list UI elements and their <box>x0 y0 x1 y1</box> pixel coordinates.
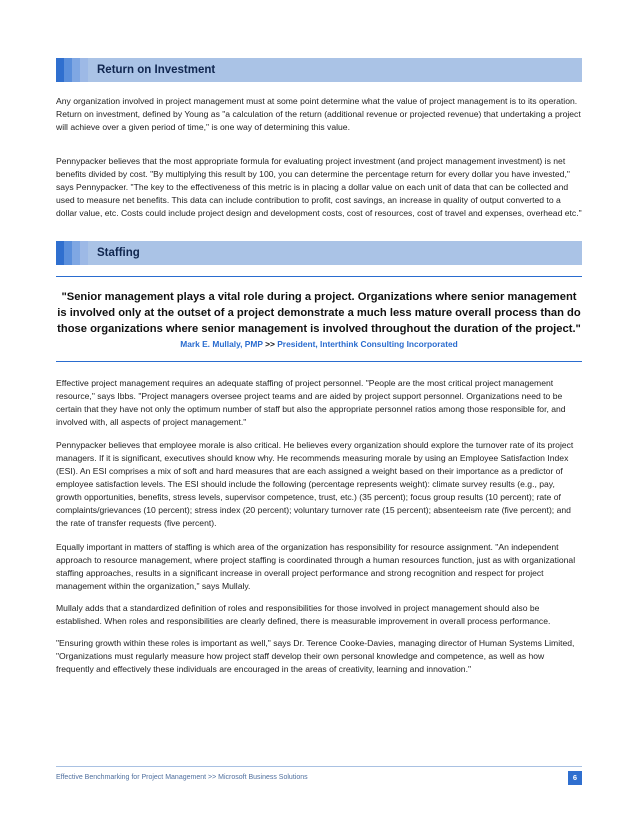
body-paragraph: Mullaly adds that a standardized definition of roles and responsibilities for those involved in project management should also be established. When roles and responsibilities are clearly defined, there is measurable improvement in overall process performance. <box>56 603 551 626</box>
body-paragraph: Any organization involved in project management must at some point determine what the value of project management is to its operation. Return on investment, defined by Young as "a calculation of the return (additional revenue or projected revenue) that undertaking a project will achieve over a given period of time," is one way of determining this value. <box>56 96 581 132</box>
section-title: Staffing <box>97 247 140 259</box>
page-number: 6 <box>568 771 582 785</box>
header-block-decoration <box>80 58 88 82</box>
header-block-decoration <box>72 58 80 82</box>
pull-quote: "Senior management plays a vital role during a project. Organizations where senior management is involved only at the outset of a project demonstrate a much less mature overall process than do those organizations where senior management is involved throughout the duration of the project." <box>57 291 581 335</box>
body-paragraph: Effective project management requires an adequate staffing of project personnel. "People are the most critical project management resource," says Ibbs. "Project managers oversee project teams and are aided by project support personnel. Organizations need to be certain that they have not only the optimum number of staff but also the appropriate personnel ratios among those responsible for, and involved with, all aspects of project management." <box>56 378 566 427</box>
attribution-role: President, Interthink Consulting Incorporated <box>277 339 458 349</box>
footer-text: Effective Benchmarking for Project Management >> Microsoft Business Solutions <box>56 774 308 781</box>
quote-attribution <box>56 339 582 349</box>
header-block-decoration <box>64 58 72 82</box>
section-header-staffing <box>56 241 582 265</box>
section-title: Return on Investment <box>97 64 216 76</box>
body-paragraph: Equally important in matters of staffing is which area of the organization has responsibility for resource assignment. "An independent approach to resource management, where project staffing is coordinated through a human resources function, just as with organizational staffing approaches, results in a significant increase in overall project performance and strong recognition and respect for project management within the organization," says Mullaly. <box>56 542 576 591</box>
page-footer <box>56 771 582 785</box>
header-block-decoration <box>56 58 64 82</box>
section-header-roi <box>56 58 582 82</box>
body-paragraph: "Ensuring growth within these roles is important as well," says Dr. Terence Cooke-Davies, managing director of Human Systems Limited, "Organizations must regularly measure how project staff develop their own personal knowledge and competence, as well as how frequently and effectively these individuals are encouraged in the areas of creativity, learning and innovation." <box>56 638 575 674</box>
body-paragraph: Pennypacker believes that the most appropriate formula for evaluating project investment (and project management investment) is net benefits divided by cost. "By multiplying this result by 100, you can determine the percentage return for every dollar you have invested," says Pennypacker. "The key to the effectiveness of this metric is in placing a dollar value on each unit of data that can be collected and used to measure net benefits. This data can include contribution to profit, cost savings, an increase in quality of output converted to a dollar value, etc. Costs could include project design and development costs, cost of resources, cost of travel and expenses, overhead etc." <box>56 156 582 218</box>
body-paragraph: Pennypacker believes that employee morale is also critical. He believes every organization should explore the turnover rate of its project managers. If it is significant, executives should know why. He recommends measuring morale by using an Employee Satisfaction Index (ESI). An ESI comprises a mix of soft and hard measures that are each assigned a weight based on their importance as a predictor of employee satisfaction levels. The ESI should include the following (percentage represents weight): climate survey results (e.g., pay, growth opportunities, benefits, stress levels, supervisor competence, trust, etc.) (35 percent); focus group results (10 percent); rate of complaints/grievances (10 percent); stress index (20 percent); voluntary turnover rate (15 percent); absenteeism rate (five percent); and the rate of transfer requests (five percent). <box>56 440 574 528</box>
header-block-decoration <box>80 241 88 265</box>
footer-rule <box>56 766 582 767</box>
header-block-decoration <box>56 241 64 265</box>
quote-top-rule <box>56 276 582 277</box>
header-block-decoration <box>72 241 80 265</box>
quote-bottom-rule <box>56 361 582 362</box>
header-block-decoration <box>64 241 72 265</box>
attribution-separator: >> <box>265 339 275 349</box>
attribution-name: Mark E. Mullaly, PMP <box>180 339 263 349</box>
